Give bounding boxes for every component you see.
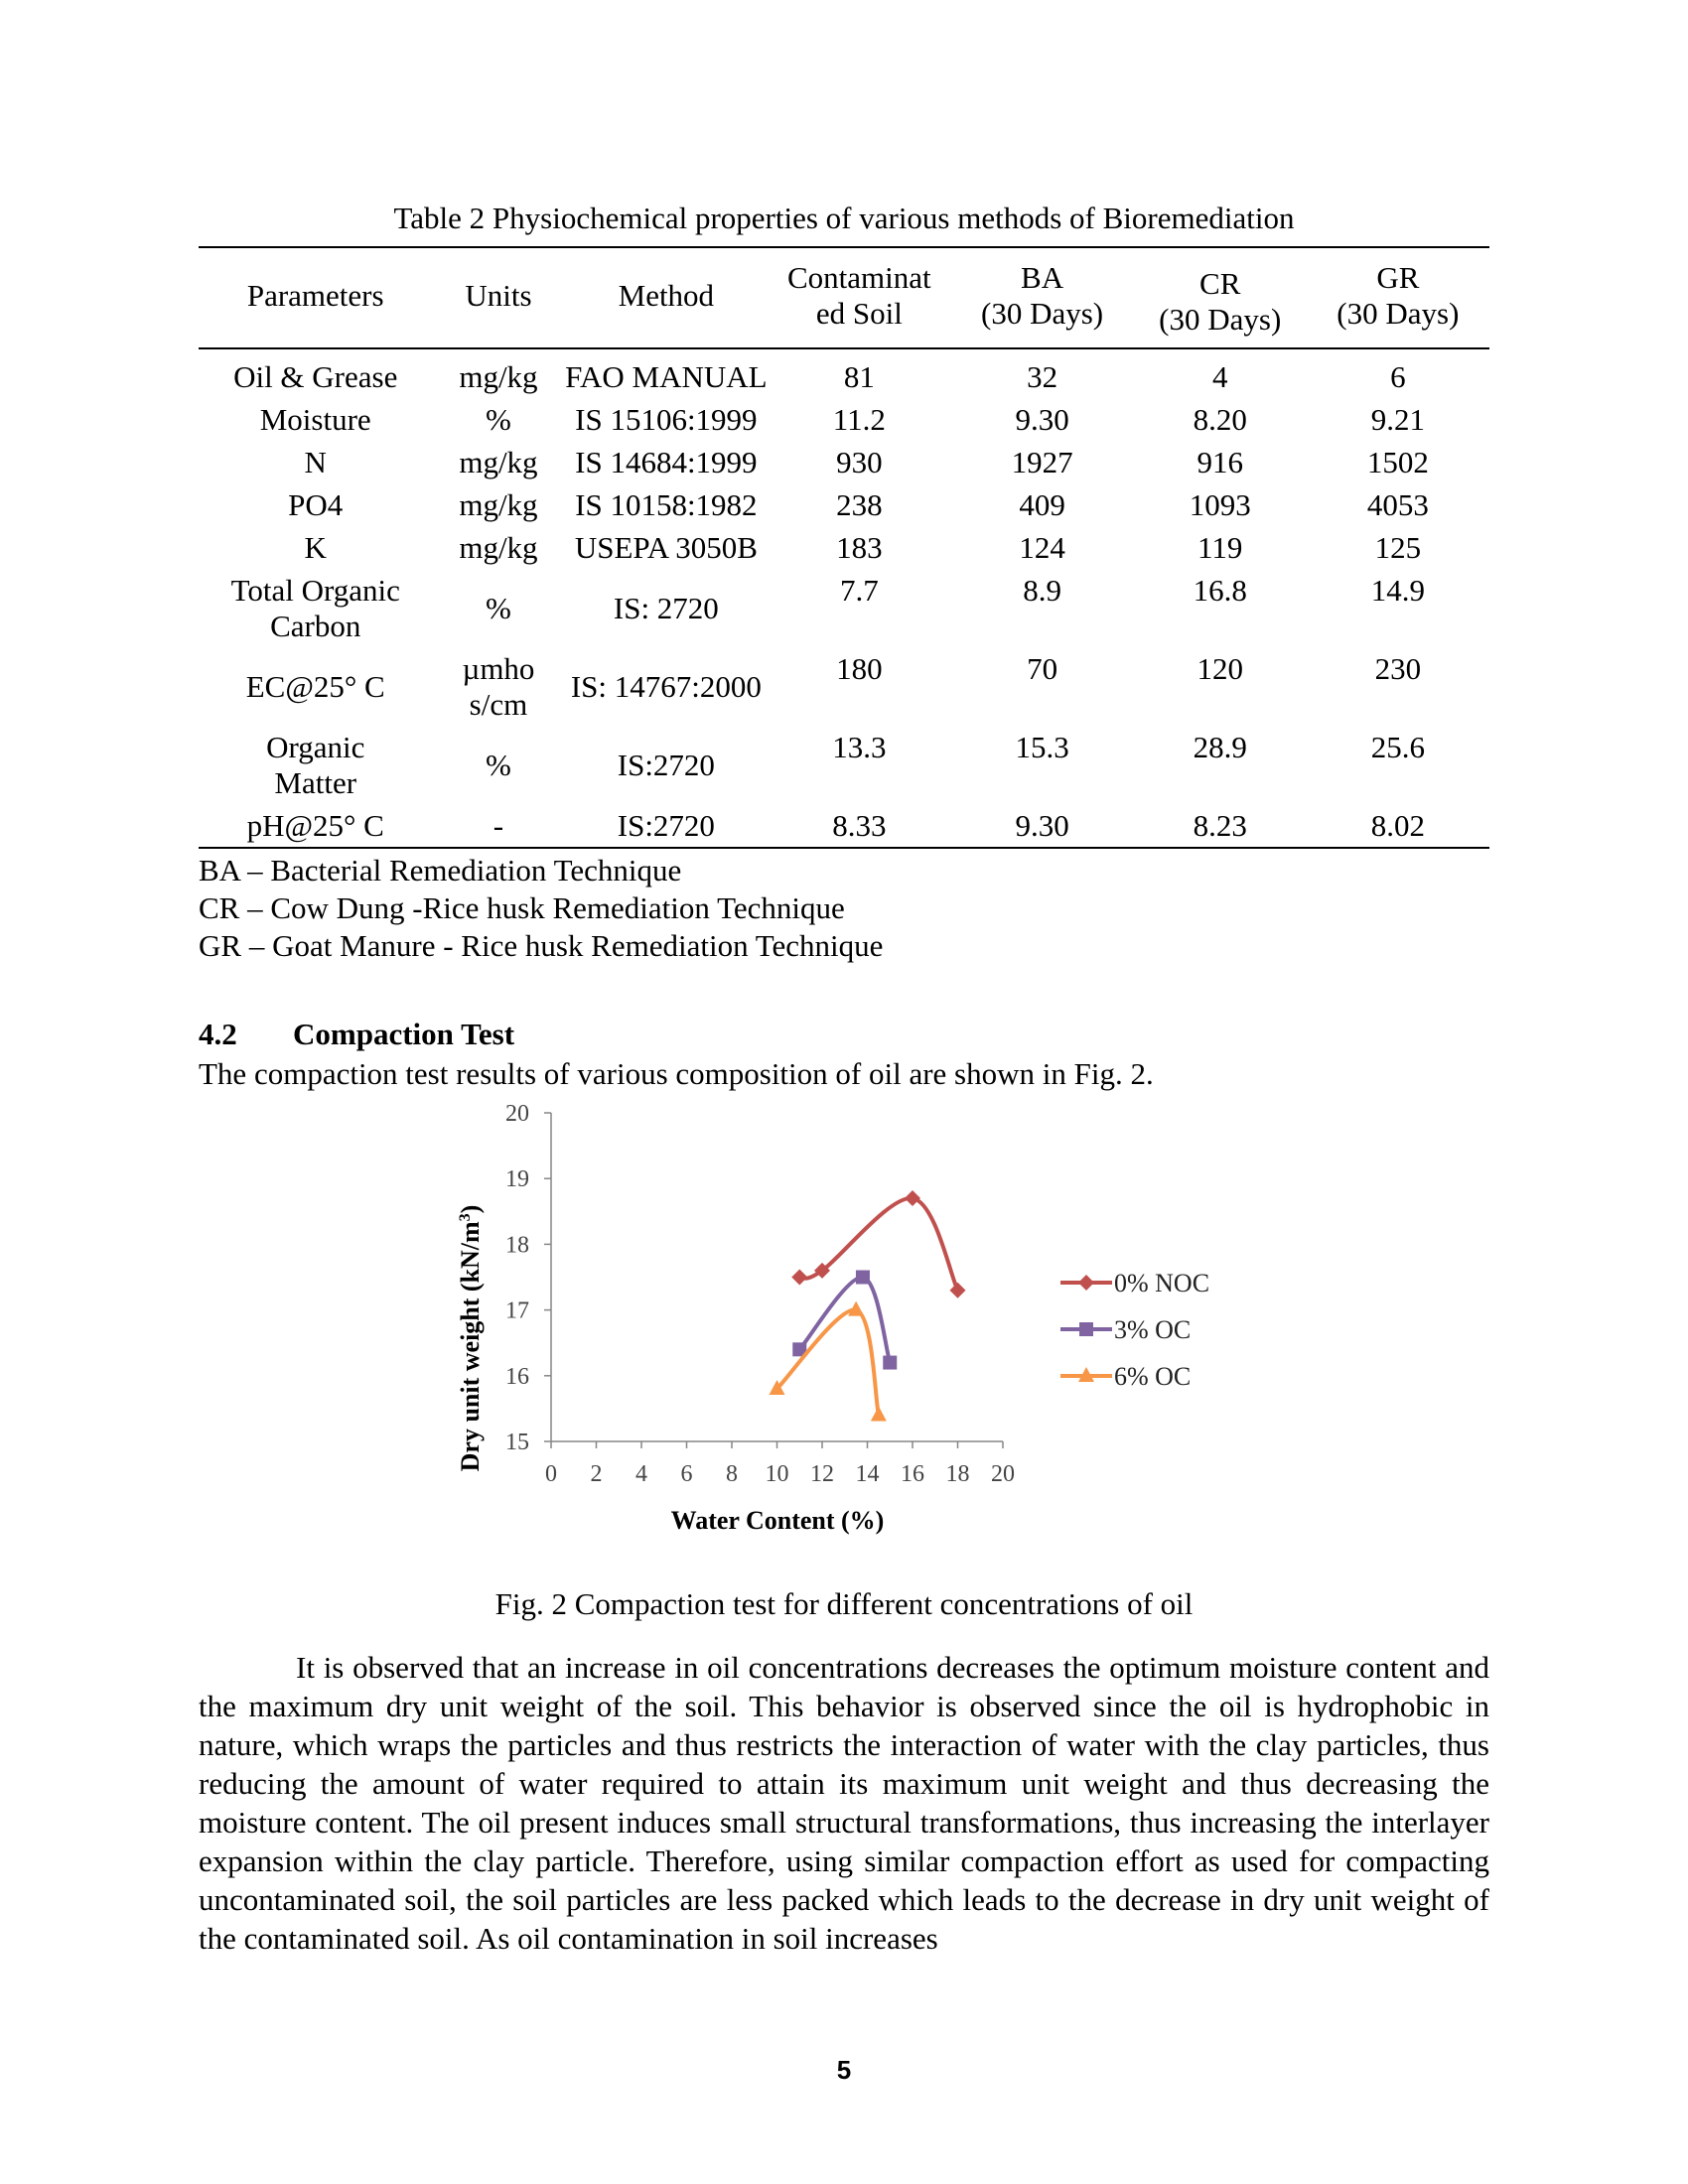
chart-axes <box>505 1102 1015 1487</box>
cell-cr: 119 <box>1197 530 1243 565</box>
table-row <box>199 647 1489 726</box>
chart-legend <box>1060 1269 1209 1391</box>
abbreviation-ba: BA – Bacterial Remediation Technique <box>199 853 682 887</box>
legend-label: 3% OC <box>1114 1315 1192 1344</box>
x-tick-label: 18 <box>945 1461 970 1487</box>
header-cr: CR (30 Days) <box>1159 266 1282 337</box>
cell-gr: 6 <box>1390 359 1406 394</box>
y-tick-label: 18 <box>505 1232 529 1259</box>
header-method: Method <box>618 277 715 313</box>
cell-units: mg/kg <box>459 445 538 479</box>
y-tick-label: 15 <box>505 1430 529 1455</box>
data-point <box>883 1356 897 1370</box>
table-header-row <box>199 247 1489 348</box>
legend-marker <box>1078 1275 1094 1291</box>
cell-parameter: pH@25° C <box>246 808 384 843</box>
cell-units: - <box>492 808 504 843</box>
cell-contaminated: 238 <box>836 487 883 522</box>
header-units: Units <box>465 277 532 313</box>
x-axis-label: Water Content (%) <box>670 1506 885 1535</box>
cell-gr: 125 <box>1374 530 1422 565</box>
header-gr: GR (30 Days) <box>1336 259 1460 331</box>
y-tick-label: 19 <box>505 1166 529 1193</box>
legend-marker <box>1079 1322 1093 1336</box>
cell-units: % <box>486 748 511 782</box>
data-point <box>905 1190 920 1206</box>
data-point <box>856 1271 870 1285</box>
cell-units: mg/kg <box>459 359 538 394</box>
cell-method: IS 10158:1982 <box>575 487 758 522</box>
table-row <box>199 348 1489 398</box>
chart-series <box>770 1190 966 1421</box>
legend-label: 6% OC <box>1114 1362 1192 1391</box>
cell-units: % <box>486 591 511 625</box>
cell-ba: 9.30 <box>1015 402 1069 437</box>
cell-method: IS:2720 <box>617 748 715 782</box>
cell-gr: 9.21 <box>1370 402 1425 437</box>
x-tick-label: 6 <box>680 1461 693 1487</box>
cell-contaminated: 180 <box>836 651 883 686</box>
table-row <box>199 441 1489 483</box>
cell-parameter: Moisture <box>259 402 371 437</box>
data-point <box>848 1301 864 1316</box>
cell-method: IS: 2720 <box>613 591 719 625</box>
cell-contaminated: 13.3 <box>832 730 887 764</box>
cell-ba: 15.3 <box>1015 730 1069 764</box>
cell-cr: 8.20 <box>1193 402 1247 437</box>
cell-cr: 8.23 <box>1193 808 1247 843</box>
cell-method: IS 15106:1999 <box>575 402 758 437</box>
cell-contaminated: 11.2 <box>832 402 886 437</box>
x-tick-label: 0 <box>545 1461 557 1487</box>
cell-parameter: Organic Matter <box>266 730 365 800</box>
x-tick-label: 20 <box>991 1461 1015 1487</box>
section-number: 4.2 <box>199 1017 237 1051</box>
cell-parameter: N <box>304 445 327 479</box>
cell-cr: 16.8 <box>1193 573 1247 608</box>
legend-label: 0% NOC <box>1114 1269 1210 1297</box>
cell-cr: 28.9 <box>1193 730 1247 764</box>
page-number: 5 <box>836 2055 852 2085</box>
body-paragraph: It is observed that an increase in oil concentrations decreases the optimum moisture content and the maximum dry unit weight of the soil. This behavior is observed since the oil is hydrophobic in nature, which wraps the particles and thus restricts the interaction of water with the clay particles, thus reducing the amount of water required to attain its maximum unit weight and thus decreasing the moisture content. The oil present induces small structural transformations, thus increasing the interlayer expansion within the clay particle. Therefore, using similar compaction effort as used for compacting uncontaminated soil, the soil particles are less packed which leads to the decrease in dry unit weight of the contaminated soil. As oil contamination in soil increases <box>199 1650 1489 1956</box>
cell-contaminated: 930 <box>836 445 883 479</box>
table-row <box>199 526 1489 569</box>
cell-units: µmho s/cm <box>462 651 535 722</box>
series-line-1 <box>799 1277 890 1362</box>
x-tick-label: 14 <box>855 1461 880 1487</box>
cell-method: USEPA 3050B <box>574 530 758 565</box>
table-caption: Table 2 Physiochemical properties of various methods of Bioremediation <box>393 201 1295 235</box>
cell-contaminated: 183 <box>836 530 883 565</box>
cell-ba: 9.30 <box>1015 808 1069 843</box>
cell-contaminated: 8.33 <box>832 808 887 843</box>
header-contaminated: Contaminat ed Soil <box>787 259 931 331</box>
cell-gr: 230 <box>1374 651 1422 686</box>
cell-gr: 8.02 <box>1370 808 1425 843</box>
x-tick-label: 2 <box>590 1461 603 1487</box>
cell-ba: 70 <box>1027 651 1058 686</box>
x-tick-label: 10 <box>765 1461 789 1487</box>
abbreviation-cr: CR – Cow Dung -Rice husk Remediation Technique <box>199 890 845 925</box>
compaction-chart <box>427 1102 1261 1559</box>
cell-contaminated: 81 <box>843 359 875 394</box>
cell-method: FAO MANUAL <box>565 359 768 394</box>
abbreviation-gr: GR – Goat Manure - Rice husk Remediation Technique <box>199 928 884 963</box>
cell-parameter: Total Organic Carbon <box>230 573 400 643</box>
cell-cr: 1093 <box>1189 487 1251 522</box>
cell-gr: 25.6 <box>1370 730 1425 764</box>
cell-units: mg/kg <box>459 530 538 565</box>
cell-gr: 14.9 <box>1370 573 1425 608</box>
cell-ba: 8.9 <box>1023 573 1061 608</box>
header-ba: BA (30 Days) <box>981 259 1104 331</box>
series-line-2 <box>777 1309 879 1415</box>
properties-table <box>199 246 1489 849</box>
y-axis-label: Dry unit weight $(kN/m^3)$ <box>456 1204 485 1472</box>
cell-cr: 120 <box>1196 651 1243 686</box>
table-row <box>199 483 1489 526</box>
y-tick-label: 16 <box>505 1363 529 1390</box>
table-row <box>199 398 1489 441</box>
x-tick-label: 8 <box>726 1461 738 1487</box>
cell-method: IS: 14767:2000 <box>570 669 762 704</box>
cell-parameter: PO4 <box>288 487 344 522</box>
cell-ba: 409 <box>1019 487 1065 522</box>
cell-parameter: EC@25° C <box>245 669 385 704</box>
cell-ba: 124 <box>1019 530 1065 565</box>
cell-gr: 1502 <box>1366 445 1429 479</box>
y-tick-label: 20 <box>505 1102 529 1127</box>
section-intro: The compaction test results of various composition of oil are shown in Fig. 2. <box>199 1056 1154 1091</box>
x-tick-label: 4 <box>635 1461 647 1487</box>
data-point <box>791 1270 807 1286</box>
section-title: Compaction Test <box>293 1017 515 1051</box>
section-heading <box>199 1017 514 1052</box>
cell-ba: 32 <box>1027 359 1058 394</box>
table-row <box>199 804 1489 848</box>
figure-caption: Fig. 2 Compaction test for different concentrations of oil <box>494 1586 1194 1621</box>
table-row <box>199 569 1489 647</box>
cell-gr: 4053 <box>1366 487 1429 522</box>
y-tick-label: 17 <box>505 1297 529 1324</box>
cell-ba: 1927 <box>1011 445 1073 479</box>
cell-method: IS:2720 <box>617 808 715 843</box>
cell-parameter: K <box>304 530 327 565</box>
data-point <box>871 1407 887 1422</box>
cell-cr: 4 <box>1211 359 1228 394</box>
cell-units: mg/kg <box>459 487 538 522</box>
data-point <box>950 1283 966 1298</box>
cell-method: IS 14684:1999 <box>575 445 758 479</box>
cell-cr: 916 <box>1196 445 1243 479</box>
cell-parameter: Oil & Grease <box>233 359 398 394</box>
cell-contaminated: 7.7 <box>839 573 879 608</box>
header-parameters: Parameters <box>246 277 384 313</box>
x-tick-label: 16 <box>901 1461 924 1487</box>
table-row <box>199 726 1489 804</box>
x-tick-label: 12 <box>810 1461 834 1487</box>
cell-units: % <box>486 402 511 437</box>
